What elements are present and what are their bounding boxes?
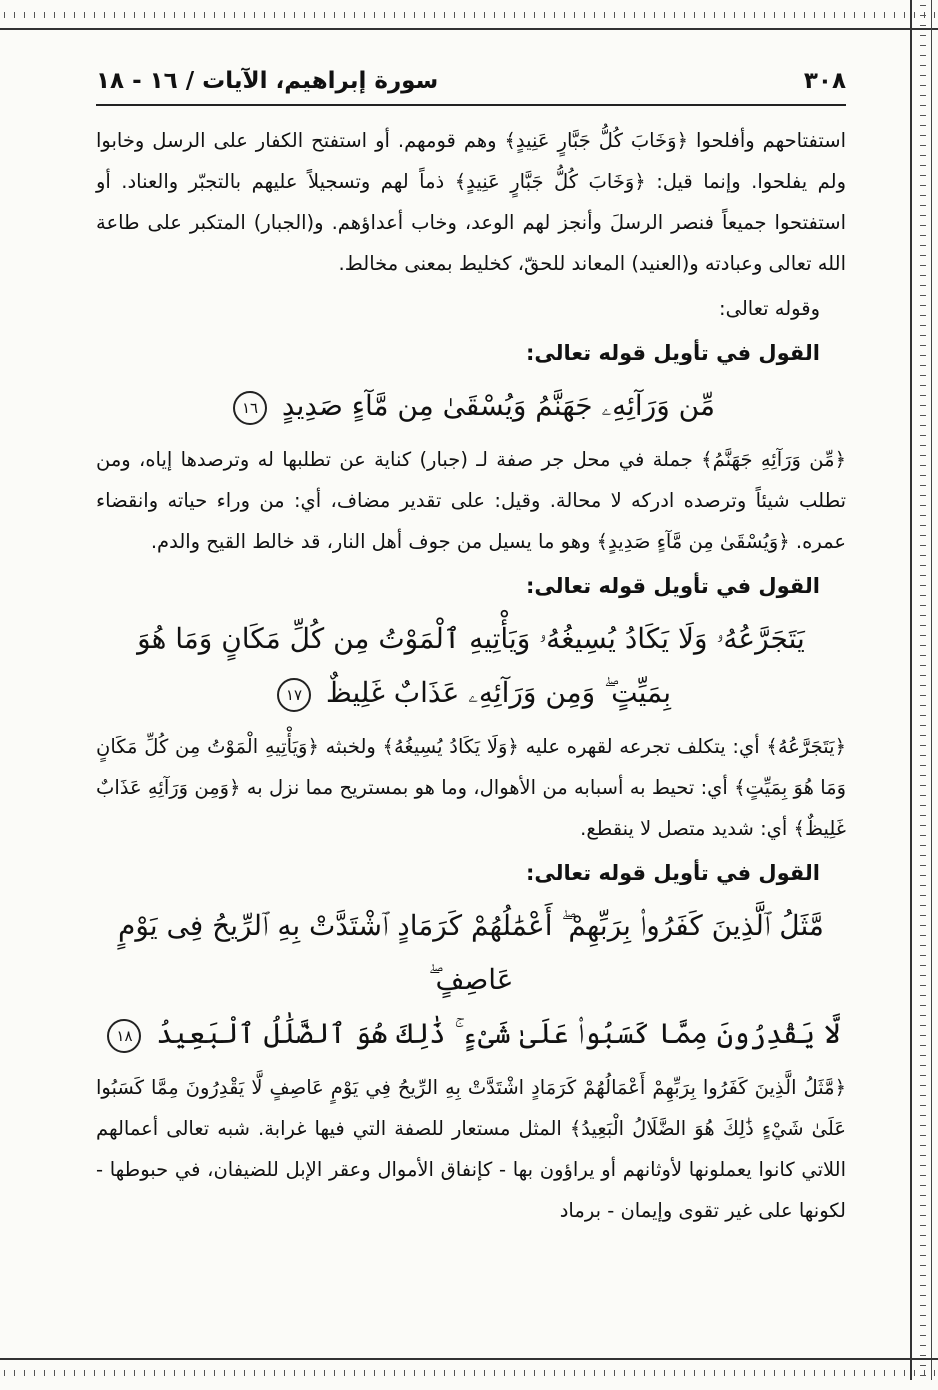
page-header [96, 68, 846, 106]
page-body [96, 68, 846, 1231]
ayah-number-marker: ١٦ [233, 391, 267, 425]
section-heading: القول في تأويل قوله تعالى: [526, 341, 820, 365]
verse-line: يَتَجَرَّعُهُۥ وَلَا يَكَادُ يُسِيغُهُۥ وَيَأْتِيهِ ٱلْمَوْتُ مِن كُلِّ مَكَانٍ وَمَا هُوَ [137, 622, 805, 655]
transition-line: وقوله تعالى: [719, 297, 820, 320]
ayah-number-marker: ١٧ [277, 678, 311, 712]
decorative-border-bottom [0, 1358, 938, 1384]
commentary-paragraph: ﴿يَتَجَرَّعُهُ﴾ أي: يتكلف تجرعه لقهره عليه ﴿وَلَا يَكَادُ يُسِيغُهُ﴾ ولخبثه ﴿وَيَأْتِيهِ الْمَوْتُ مِن كُلِّ مَكَانٍ وَمَا هُوَ بِمَيِّتٍ﴾ أي: تحيط به أسبابه من الأهوال، وما هو بمستريح مما نزل به ﴿وَمِن وَرَآئِهِ عَذَابٌ غَلِيظٌ﴾ أي: شديد متصل لا ينقطع. [96, 735, 846, 840]
quran-verse [96, 899, 846, 1061]
verse-line: مِّن وَرَآئِهِۦ جَهَنَّمُ وَيُسْقَىٰ مِن مَّآءٍ صَدِيدٍ [281, 389, 715, 422]
section-ayah-18 [96, 851, 846, 1231]
commentary-paragraph: ﴿مِّن وَرَآئِهِ جَهَنَّمُ﴾ جملة في محل جر صفة لـ (جبار) كناية عن تطلبها له وترصدها إياه، ومن تطلب شيئاً وترصده ادركه لا محالة. وقيل: على تقدير مضاف، أي: من وراء حياته وانقضاء عمره. ﴿وَيُسْقَىٰ مِن مَّآءٍ صَدِيدٍ﴾ وهو ما يسيل من جوف أهل النار، قد خالط القيح والدم. [96, 448, 846, 553]
intro-paragraph: استفتاحهم وأفلحوا ﴿وَخَابَ كُلُّ جَبَّارٍ عَنِيدٍ﴾ وهم قومهم. أو استفتح الكفار على الرسل وخابوا ولم يفلحوا. وإنما قيل: ﴿وَخَابَ كُلُّ جَبَّارٍ عَنِيدٍ﴾ ذماً لهم وتسجيلاً عليهم بالتجبّر والعناد. أو استفتحوا جميعاً فنصر الرسلَ وأنجز لهم الوعد، وخاب أعداؤهم. و(الجبار) المتكبر على طاعة الله تعالى وعبادته و(العنيد) المعاند للحقّ، كخليط بمعنى مخالط. [96, 129, 846, 275]
quran-verse [96, 379, 846, 433]
section-heading: القول في تأويل قوله تعالى: [526, 861, 820, 885]
decorative-border-top [0, 0, 938, 30]
commentary-paragraph: ﴿مَّثَلُ الَّذِينَ كَفَرُوا بِرَبِّهِمْ أَعْمَالُهُمْ كَرَمَادٍ اشْتَدَّتْ بِهِ الرِّيحُ فِي يَوْمٍ عَاصِفٍ لَّا يَقْدِرُونَ مِمَّا كَسَبُوا عَلَىٰ شَيْءٍ ذَٰلِكَ هُوَ الضَّلَالُ الْبَعِيدُ﴾ المثل مستعار للصفة التي فيها غرابة. شبه تعالى أعمالهم اللاتي كانوا يعملونها لأوثانهم أو يراؤون بها - كإنفاق الأموال وعقر الإبل للضيفان، في حبوطها - لكونها على غير تقوى وإيمان - برماد [96, 1076, 846, 1222]
section-ayah-16 [96, 331, 846, 562]
verse-line: لَّا يَقْدِرُونَ مِمَّا كَسَبُوا۟ عَلَىٰ شَىْءٍ ۚ ذَٰلِكَ هُوَ ٱلضَّلَٰلُ ٱلْبَعِيدُ [156, 1017, 841, 1050]
decorative-border-right [910, 0, 932, 1380]
section-ayah-17 [96, 564, 846, 849]
quran-verse [96, 612, 846, 720]
running-title: سورة إبراهيم، الآيات / ١٦ - ١٨ [96, 68, 439, 94]
section-heading: القول في تأويل قوله تعالى: [526, 574, 820, 598]
ayah-number-marker: ١٨ [107, 1019, 141, 1053]
page-number: ٣٠٨ [803, 68, 846, 94]
verse-line: بِمَيِّتٍ ۖ وَمِن وَرَآئِهِۦ عَذَابٌ غَلِيظٌ [325, 676, 671, 709]
verse-line: مَّثَلُ ٱلَّذِينَ كَفَرُوا۟ بِرَبِّهِمْ ۖ أَعْمَٰلُهُمْ كَرَمَادٍ ٱشْتَدَّتْ بِهِ ٱلرِّيحُ فِى يَوْمٍ عَاصِفٍ ۖ [118, 909, 824, 996]
